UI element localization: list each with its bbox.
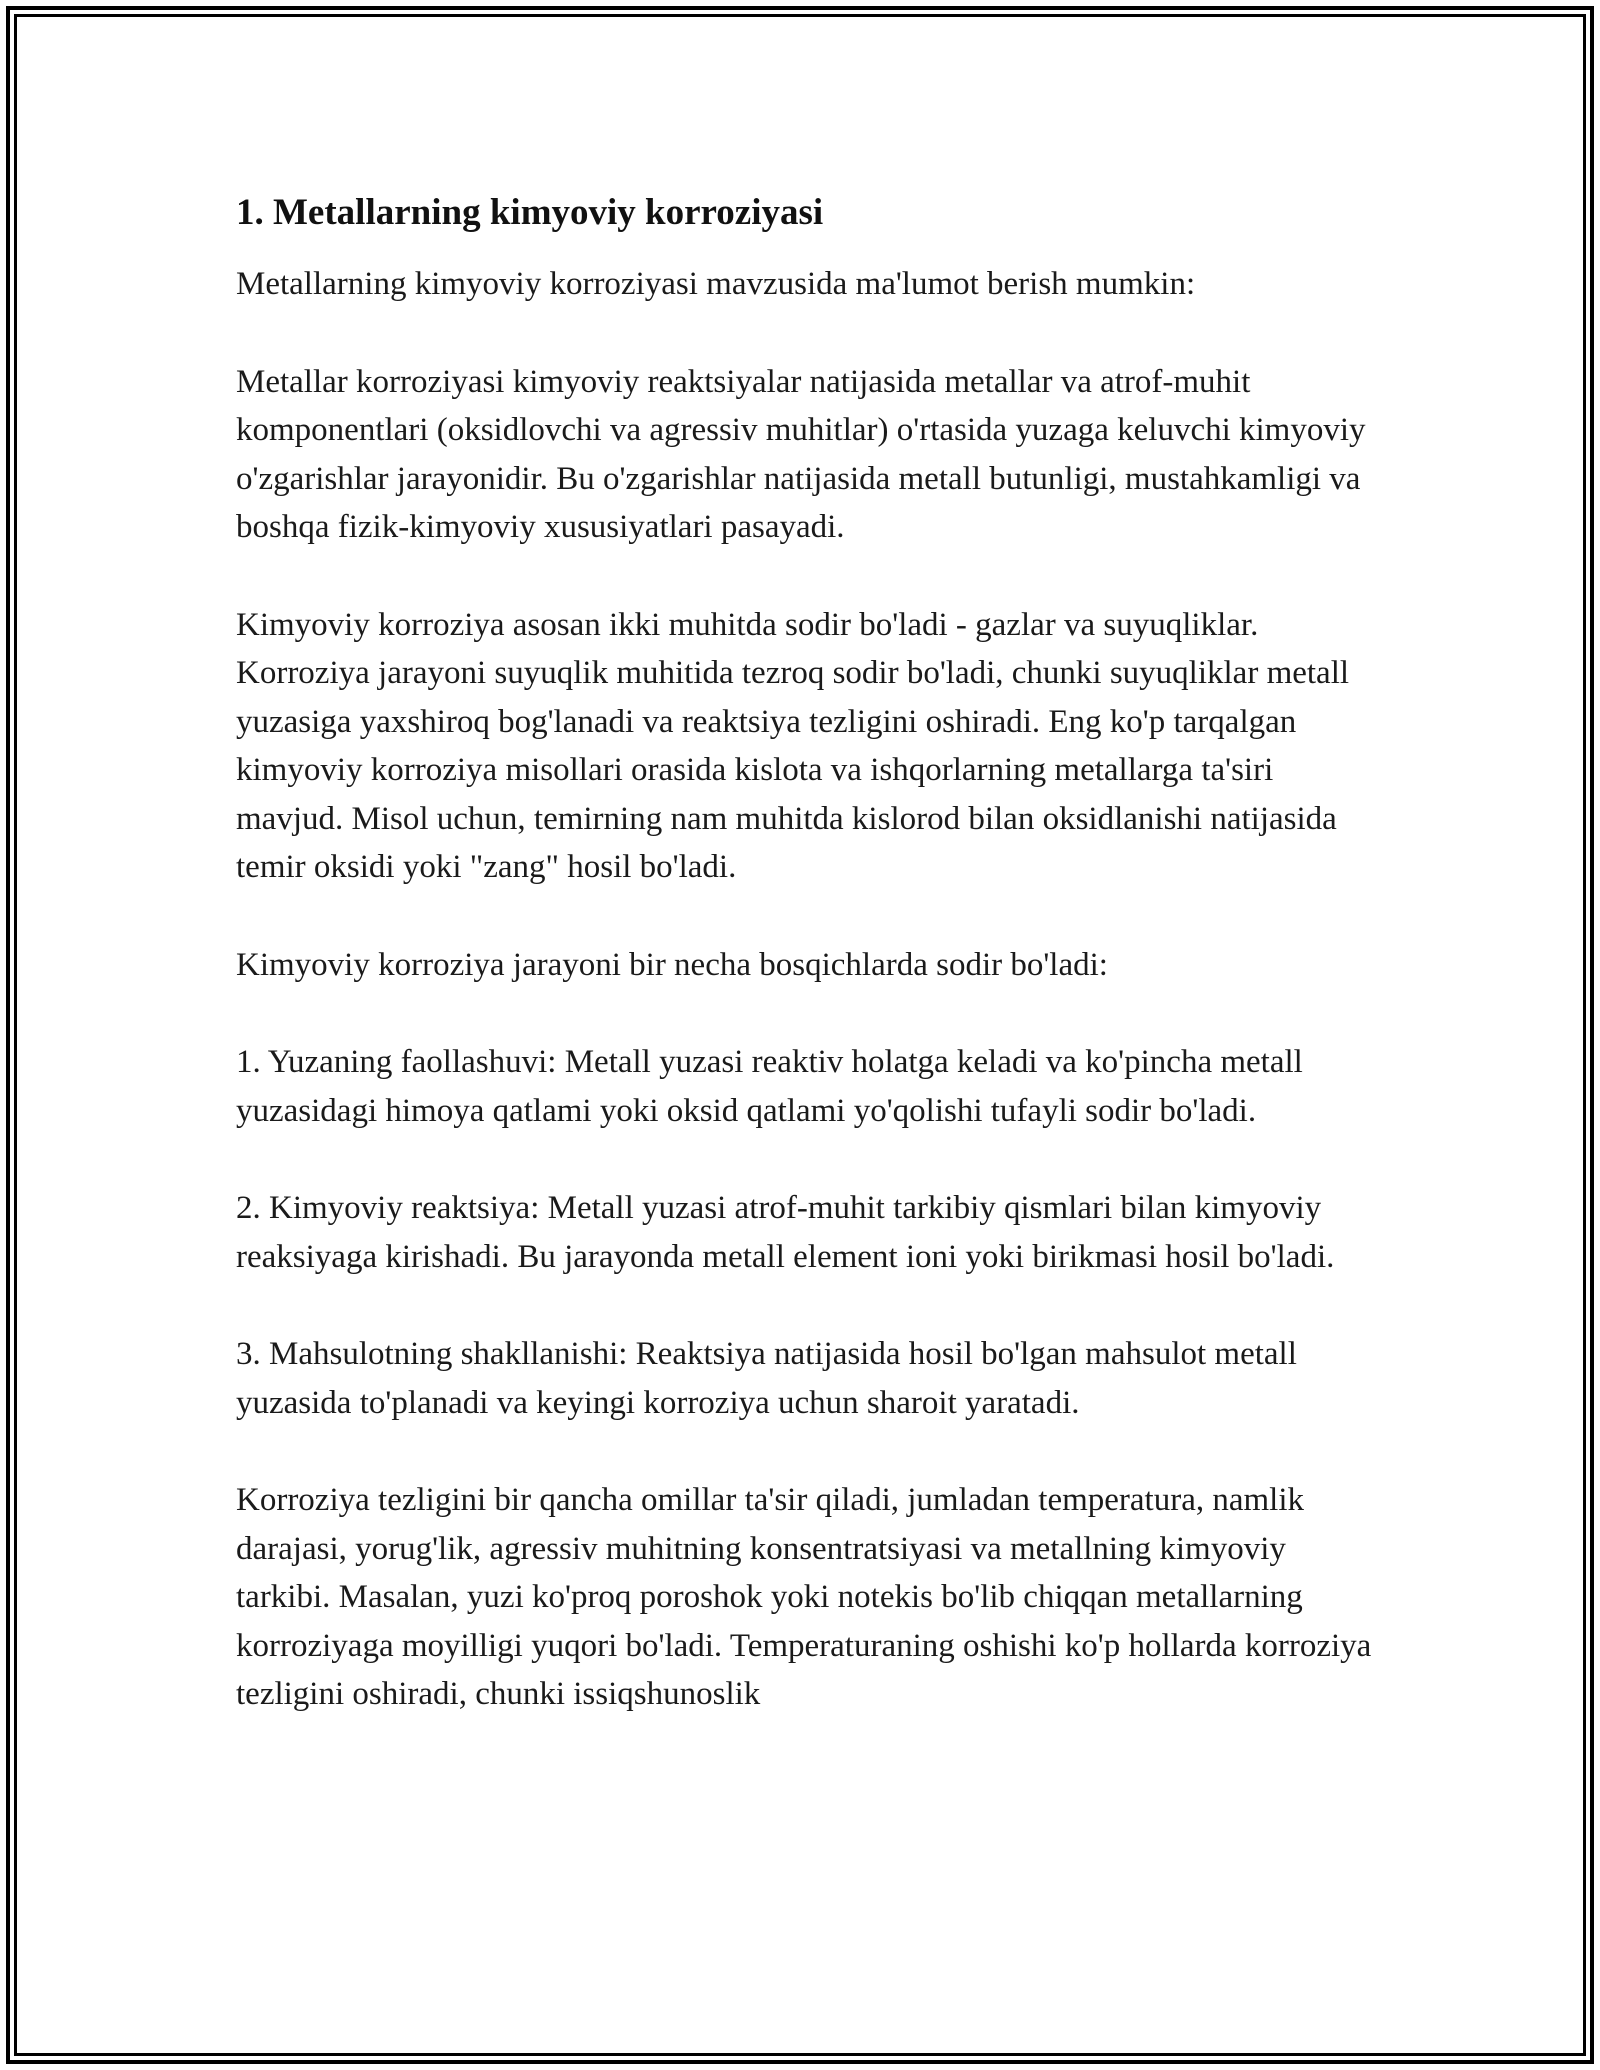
stage-1-paragraph: 1. Yuzaning faollashuvi: Metall yuzasi reaktiv holatga keladi va ko'pincha metall yuzasidagi himoya qatlami yoki oksid qatlami yo'qolishi tufayli sodir bo'ladi. (236, 1044, 1303, 1129)
factors-paragraph: Korroziya tezligini bir qancha omillar ta'sir qiladi, jumladan temperatura, namlik darajasi, yorug'lik, agressiv muhitning konsentratsiyasi va metallning kimyoviy tarkibi. Masalan, yuzi ko'proq poroshok yoki notekis bo'lib chiqqan metallarning korroziyaga moyilligi yuqori bo'ladi. Temperaturaning oshishi ko'p hollarda korroziya tezligini oshiradi, chunki issiqshunoslik (236, 1482, 1372, 1712)
stage-2-paragraph: 2. Kimyoviy reaktsiya: Metall yuzasi atrof-muhit tarkibiy qismlari bilan kimyoviy reaksiyaga kirishadi. Bu jarayonda metall element ioni yoki birikmasi hosil bo'ladi. (236, 1190, 1335, 1275)
stage-3-paragraph: 3. Mahsulotning shakllanishi: Reaktsiya natijasida hosil bo'lgan mahsulot metall yuzasida to'planadi va keyingi korroziya uchun sharoit yaratadi. (236, 1336, 1297, 1421)
stages-intro-paragraph: Kimyoviy korroziya jarayoni bir necha bosqichlarda sodir bo'ladi: (236, 946, 1108, 983)
definition-paragraph: Metallar korroziyasi kimyoviy reaktsiyalar natijasida metallar va atrof-muhit komponentlari (oksidlovchi va agressiv muhitlar) o'rtasida yuzaga keluvchi kimyoviy o'zgarishlar jarayonidir. Bu o'zgarishlar natijasida metall butunligi, mustahkamligi va boshqa fizik-kimyoviy xususiyatlari pasayadi. (236, 363, 1366, 545)
document-body (236, 186, 1376, 1768)
intro-paragraph: Metallarning kimyoviy korroziyasi mavzusida ma'lumot berish mumkin: (236, 266, 1196, 302)
section-heading: 1. Metallarning kimyoviy korroziyasi (236, 192, 824, 233)
environments-paragraph: Kimyoviy korroziya asosan ikki muhitda sodir bo'ladi - gazlar va suyuqliklar. Korroziya jarayoni suyuqlik muhitida tezroq sodir bo'ladi, chunki suyuqliklar metall yuzasiga yaxshiroq bog'lanadi va reaktsiya tezligini oshiradi. Eng ko'p tarqalgan kimyoviy korroziya misollari orasida kislota va ishqorlarning metallarga ta'siri mavjud. Misol uchun, temirning nam muhitda kislorod bilan oksidlanishi natijasida temir oksidi yoki "zang" hosil bo'ladi. (236, 606, 1350, 885)
